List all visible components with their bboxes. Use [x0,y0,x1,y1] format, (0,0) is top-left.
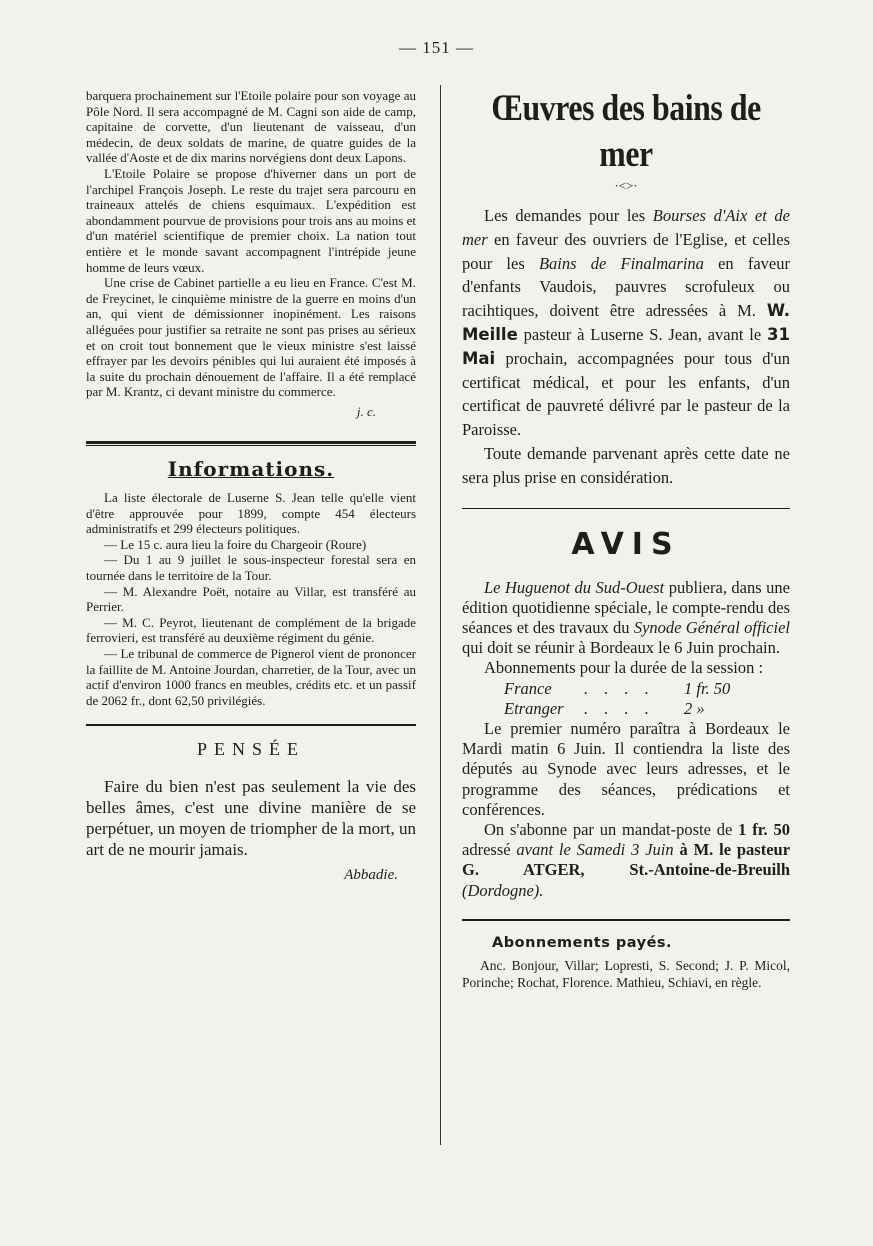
info-item: — Le 15 c. aura lieu la foire du Chargeoir (Roure) [104,536,367,552]
informations-heading: Informations. [167,457,335,482]
info-item: La liste électorale de Luserne S. Jean telle qu'elle vient d'être approuvée pour 1899, compte 454 électeurs administratifs et 299 électeurs politiques. [86,490,416,537]
pensee-author: Abbadie. [344,866,398,883]
article-signature: j. c. [356,403,376,419]
page-number: — 151 — [399,38,474,57]
oeuvres-paragraph: Toute demande parvenant après cette date ne sera plus prise en considération. [462,443,790,487]
pensee-text: Faire du bien n'est pas seulement la vie des belles âmes, c'est une divine manière de se perpétuer, un moyen de triompher de la mort, un art de ne mourir jamais. [86,776,416,859]
article-paragraph: L'Etoile Polaire se propose d'hiverner dans un port de l'archipel François Joseph. Le reste du trajet sera parcouru en traineaux attelés de chiens esquimaux. L'expédition est abondamment pourvue de provisions pour trois ans au moins et d'un matériel scientifique de premier choix. La nation tout entière et le monde savant accompagnent l'intrépide jeune homme de leurs vœux. [86,165,416,275]
text-run-italic: avant le Samedi 3 Juin [516,840,674,860]
abonnements-list: Anc. Bonjour, Villar; Lopresti, S. Second; J. P. Micol, Porinche; Rochat, Florence. Mathieu, Schiavi, en règle. [462,957,790,990]
text-run: en faveur des ouvriers de l'Eglise, et celles pour les [462,229,790,273]
informations-list [86,490,416,708]
article-continuation: barquera prochainement sur l'Etoile polaire pour son voyage au Pôle Nord. Il sera accompagné de M. Cagni son aide de camp, capitaine de corvette, d'un lieutenant de vaisseau, d'un médecin, de deux soldats de marine, de quatre guides de la vallée d'Aoste et de dix marins norvégiens dont deux Lapons. [86,88,416,166]
info-item: — Du 1 au 9 juillet le sous-inspecteur forestal sera en tournée dans le territoire de la Tour. [86,552,416,584]
right-column [462,86,790,991]
price-dots: . . . . [584,678,655,698]
oeuvres-body [462,204,790,490]
text-run-italic: Bourses d'Aix et de mer [462,206,791,249]
ornament: ·<>· [614,178,638,193]
text-run: qui doit se réunir à Bordeaux le 6 Juin prochain. [462,638,781,658]
price-dots: . . . . [584,698,655,718]
oeuvres-heading: Œuvres des bains de mer [491,88,761,175]
avis-paragraph: Abonnements pour la durée de la session : [484,658,764,678]
text-run: publiera, dans une édition quotidienne spéciale, le compte-rendu des séances et des travaux du [462,577,790,637]
avis-paragraph [462,820,790,901]
price-country: France [504,678,552,698]
avis-heading: AVIS [571,526,681,562]
section-divider [462,919,790,921]
text-run-italic: (Dordogne). [462,880,544,900]
info-item: — M. C. Peyrot, lieutenant de complément de la brigade ferrovieri, est transféré au deuxième régiment du génie. [86,614,416,646]
avis-paragraph: Le premier numéro paraîtra à Bordeaux le Mardi matin 6 Juin. Il contiendra la liste des députés au Synode avec leurs adresses, et le programme des séances, prédications et conférences. [462,718,790,819]
section-divider [86,724,416,726]
left-column [86,88,416,884]
info-item: — M. Alexandre Poët, notaire au Villar, est transféré au Perrier. [86,583,416,615]
price-country: Etranger [504,698,564,718]
avis-body [462,578,790,901]
text-run: On s'abonne par un mandat-poste de [484,820,733,839]
deadline-date: 31 Mai [462,324,790,368]
column-divider [440,85,441,1145]
section-divider [462,508,790,509]
price-row-france [462,679,790,699]
text-run-italic: Bains de Finalmarina [538,253,704,273]
avis-paragraph [462,578,790,659]
section-divider [86,441,416,446]
abonnements-heading: Abonnements payés. [492,934,673,951]
pensee-heading: PENSÉE [196,739,305,760]
info-item: — Le tribunal de commerce de Pignerol vient de prononcer la faillite de M. Antoine Jourdan, charretier, de la Tour, avec un actif d'environ 1000 francs en meubles, crédits etc. et un passif de 2062 fr., dont 62,50 privilégiés. [86,646,416,708]
text-run-bold: à M. le pasteur G. ATGER, St.-Antoine-de-Breuilh [462,840,791,880]
article-paragraph: Une crise de Cabinet partielle a eu lieu en France. C'est M. de Freycinet, le cinquième ministre de la guerre en moins d'un an, qui vient de démissionner inopinément. Les raisons alléguées pour justifier sa retraite ne sont pas prises au sérieux et on croit tout bonnement que le vieux ministre s'est laissé effrayer par les devoirs pénibles qui lui auraient été imposés à la suite du prochain dénouement de l'affaire. Il a été remplacé par M. Krantz, ci devant ministre du commerce. [86,275,416,400]
contact-name: W. Meille [462,301,790,344]
text-run-italic: Le Huguenot du Sud-Ouest [484,577,665,597]
text-run: Les demandes pour les [484,206,646,225]
price-amount: 1 fr. 50 [684,678,731,698]
text-run: adressé [462,840,511,860]
oeuvres-paragraph [462,204,790,442]
text-run-italic: Synode Général officiel [633,617,790,637]
text-run: prochain, accompagnées pour tous d'un certificat médical, et pour les enfants, d'un certificat de pauvreté délivré par le pasteur de la Paroisse. [462,348,790,440]
text-run: en faveur d'enfants Vaudois, pauvres scrofuleux ou racihtiques, doivent être adressées à M. [462,253,790,321]
price-row-etranger [462,699,790,719]
text-run-bold: 1 fr. 50 [738,820,790,839]
text-run: pasteur à Luserne S. Jean, avant le [523,324,762,344]
price-amount: 2 » [684,698,705,718]
